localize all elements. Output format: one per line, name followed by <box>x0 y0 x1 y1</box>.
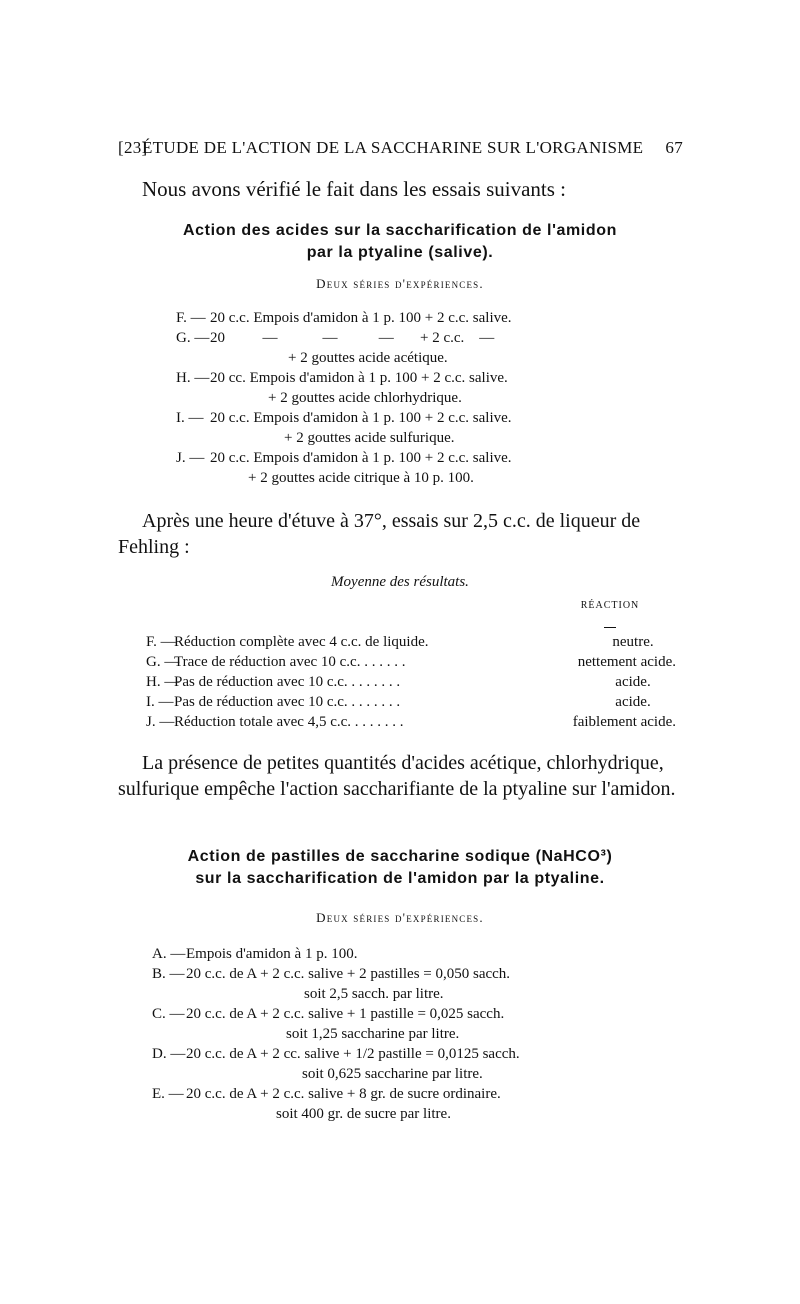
entry-continuation: soit 1,25 saccharine par litre. <box>286 1026 460 1042</box>
entry-text: 20 c.c. Empois d'amidon à 1 p. 100 + 2 c.c. salive. <box>210 410 512 426</box>
section1-heading-line1: Action des acides sur la saccharification de l'amidon <box>183 222 617 239</box>
intro-paragraph: Nous avons vérifié le fait dans les essais suivants : <box>142 177 566 201</box>
header-reference: [23] <box>118 138 148 157</box>
entry-text: 20 cc. Empois d'amidon à 1 p. 100 + 2 c.c. salive. <box>210 370 508 386</box>
entry-label: G. — <box>176 330 210 346</box>
reaction-header-rule <box>604 627 616 628</box>
experiment-entry <box>152 1044 520 1064</box>
row-label: I. — <box>146 694 174 710</box>
entry-text: 20 — — — + 2 c.c. — <box>210 330 495 346</box>
entry-continuation: + 2 gouttes acide citrique à 10 p. 100. <box>248 470 474 486</box>
row-description: Pas de réduction avec 10 c.c. . . . . . . . <box>174 694 401 710</box>
row-label: H. — <box>146 674 180 690</box>
section1-experiment-list <box>176 308 512 488</box>
row-description: Pas de réduction avec 10 c.c. . . . . . . . <box>174 674 401 690</box>
experiment-entry <box>152 1004 520 1024</box>
row-reaction: faiblement acide. <box>572 714 676 730</box>
experiment-entry <box>176 408 512 428</box>
experiment-entry <box>176 448 512 468</box>
entry-continuation: soit 0,625 saccharine par litre. <box>302 1066 483 1082</box>
experiment-entry <box>176 308 512 328</box>
entry-label: C. — <box>152 1006 185 1022</box>
entry-continuation: + 2 gouttes acide sulfurique. <box>284 430 455 446</box>
experiment-entry <box>176 368 512 388</box>
section1-series-label: Deux séries d'expériences. <box>316 276 484 291</box>
results-row <box>146 672 676 692</box>
results-row <box>146 652 676 672</box>
entry-continuation: soit 2,5 sacch. par litre. <box>304 986 444 1002</box>
entry-continuation: + 2 gouttes acide acétique. <box>288 350 448 366</box>
row-description: Réduction totale avec 4,5 c.c. . . . . . . . <box>174 714 404 730</box>
entry-text: 20 c.c. Empois d'amidon à 1 p. 100 + 2 c.c. salive. <box>210 310 512 326</box>
experiment-entry <box>152 964 520 984</box>
page-number: 67 <box>665 138 683 157</box>
entry-continuation: soit 400 gr. de sucre par litre. <box>276 1106 451 1122</box>
row-reaction: neutre. <box>612 634 654 650</box>
results-row <box>146 712 676 732</box>
entry-text: 20 c.c. Empois d'amidon à 1 p. 100 + 2 c.c. salive. <box>210 450 512 466</box>
section2-heading-line1: Action de pastilles de saccharine sodique (NaHCO³) <box>187 848 613 865</box>
entry-label: B. — <box>152 966 185 982</box>
experiment-entry <box>152 944 520 964</box>
entry-label: I. — <box>176 410 204 426</box>
experiment-entry <box>176 328 512 348</box>
row-reaction: acide. <box>615 674 651 690</box>
experiment-entry <box>152 1084 520 1104</box>
conclusion-paragraph: La présence de petites quantités d'acides acétique, chlorhydrique, sulfurique empêche l'action saccharifiante de la ptyaline sur l'amidon. <box>118 752 676 800</box>
entry-label: D. — <box>152 1046 186 1062</box>
row-label: G. — <box>146 654 180 670</box>
entry-label: A. — <box>152 946 186 962</box>
entry-text: 20 c.c. de A + 2 cc. salive + 1/2 pastille = 0,0125 sacch. <box>186 1046 520 1062</box>
section2-heading-line2: sur la saccharification de l'amidon par la ptyaline. <box>195 870 605 887</box>
entry-text: 20 c.c. de A + 2 c.c. salive + 1 pastille = 0,025 sacch. <box>186 1006 505 1022</box>
entry-text: Empois d'amidon à 1 p. 100. <box>186 946 358 962</box>
entry-text: 20 c.c. de A + 2 c.c. salive + 2 pastilles = 0,050 sacch. <box>186 966 511 982</box>
section1-heading <box>0 220 800 264</box>
row-reaction: acide. <box>615 694 651 710</box>
entry-label: J. — <box>176 450 205 466</box>
row-description: Réduction complète avec 4 c.c. de liquide. <box>174 634 429 650</box>
row-description: Trace de réduction avec 10 c.c. . . . . . . <box>174 654 406 670</box>
entry-label: E. — <box>152 1086 184 1102</box>
results-subheading: Moyenne des résultats. <box>331 574 469 590</box>
after-paragraph: Après une heure d'étuve à 37°, essais sur 2,5 c.c. de liqueur de Fehling : <box>118 510 641 558</box>
row-label: J. — <box>146 714 175 730</box>
section2-heading <box>0 846 800 890</box>
entry-continuation: + 2 gouttes acide chlorhydrique. <box>268 390 462 406</box>
results-row <box>146 692 676 712</box>
entry-text: 20 c.c. de A + 2 c.c. salive + 8 gr. de sucre ordinaire. <box>186 1086 501 1102</box>
results-row <box>146 632 676 652</box>
entry-label: H. — <box>176 370 210 386</box>
header-title: ÉTUDE DE L'ACTION DE LA SACCHARINE SUR L'ORGANISME <box>142 138 644 157</box>
section2-experiment-list <box>152 944 520 1124</box>
results-table <box>146 632 676 732</box>
row-label: F. — <box>146 634 176 650</box>
section1-heading-line2: par la ptyaline (salive). <box>306 244 494 261</box>
row-reaction: nettement acide. <box>577 654 676 670</box>
entry-label: F. — <box>176 310 206 326</box>
reaction-column-header: RÉACTION <box>580 600 640 611</box>
section2-series-label: Deux séries d'expériences. <box>316 910 484 925</box>
